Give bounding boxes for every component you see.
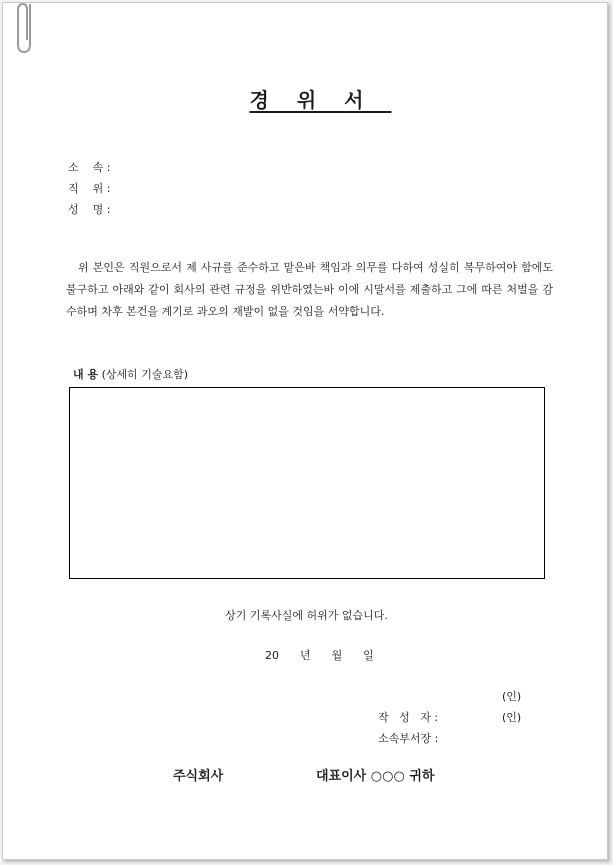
date-line: 20 년 월 일: [265, 649, 374, 662]
content-label: [73, 366, 188, 382]
signer-row: [364, 707, 524, 745]
content-label-note: (상세히 기술요함): [98, 368, 189, 381]
signer-row: [364, 686, 524, 724]
content-label-bold: 내 용: [73, 368, 99, 381]
document-title: 경위서: [249, 88, 392, 112]
info-fields: [68, 157, 110, 220]
content-box[interactable]: [69, 387, 545, 579]
signature-block: [364, 686, 524, 745]
field-position: 직 위 :: [68, 182, 111, 195]
addressee: 대표이사 ○○○ 귀하: [316, 769, 435, 784]
signer-label: 소속부서장 :: [378, 732, 439, 745]
seal-mark: (인): [502, 690, 522, 703]
company-name: 주식회사: [173, 769, 224, 784]
statement-paragraph: 위 본인은 직원으로서 제 사규를 준수하고 맡은바 책임과 의무를 다하여 성실히 복무하여야 함에도 불구하고 아래와 같이 회사의 관련 규정을 위반하였는바 이에 시말서를 제출하고 그에 따른 처벌을 감수하며 차후 본건을 계기로 과오의 재발이 없을 것임을 서약합니다.: [66, 261, 553, 318]
field-name: 성 명 :: [68, 203, 111, 216]
declaration-text: 상기 기록사실에 허위가 없습니다.: [225, 609, 388, 622]
signer-label: 작 성 자 :: [378, 711, 439, 724]
paperclip-icon: [10, 0, 40, 60]
seal-mark: (인): [502, 711, 522, 724]
field-affiliation: 소 속 :: [68, 161, 111, 174]
